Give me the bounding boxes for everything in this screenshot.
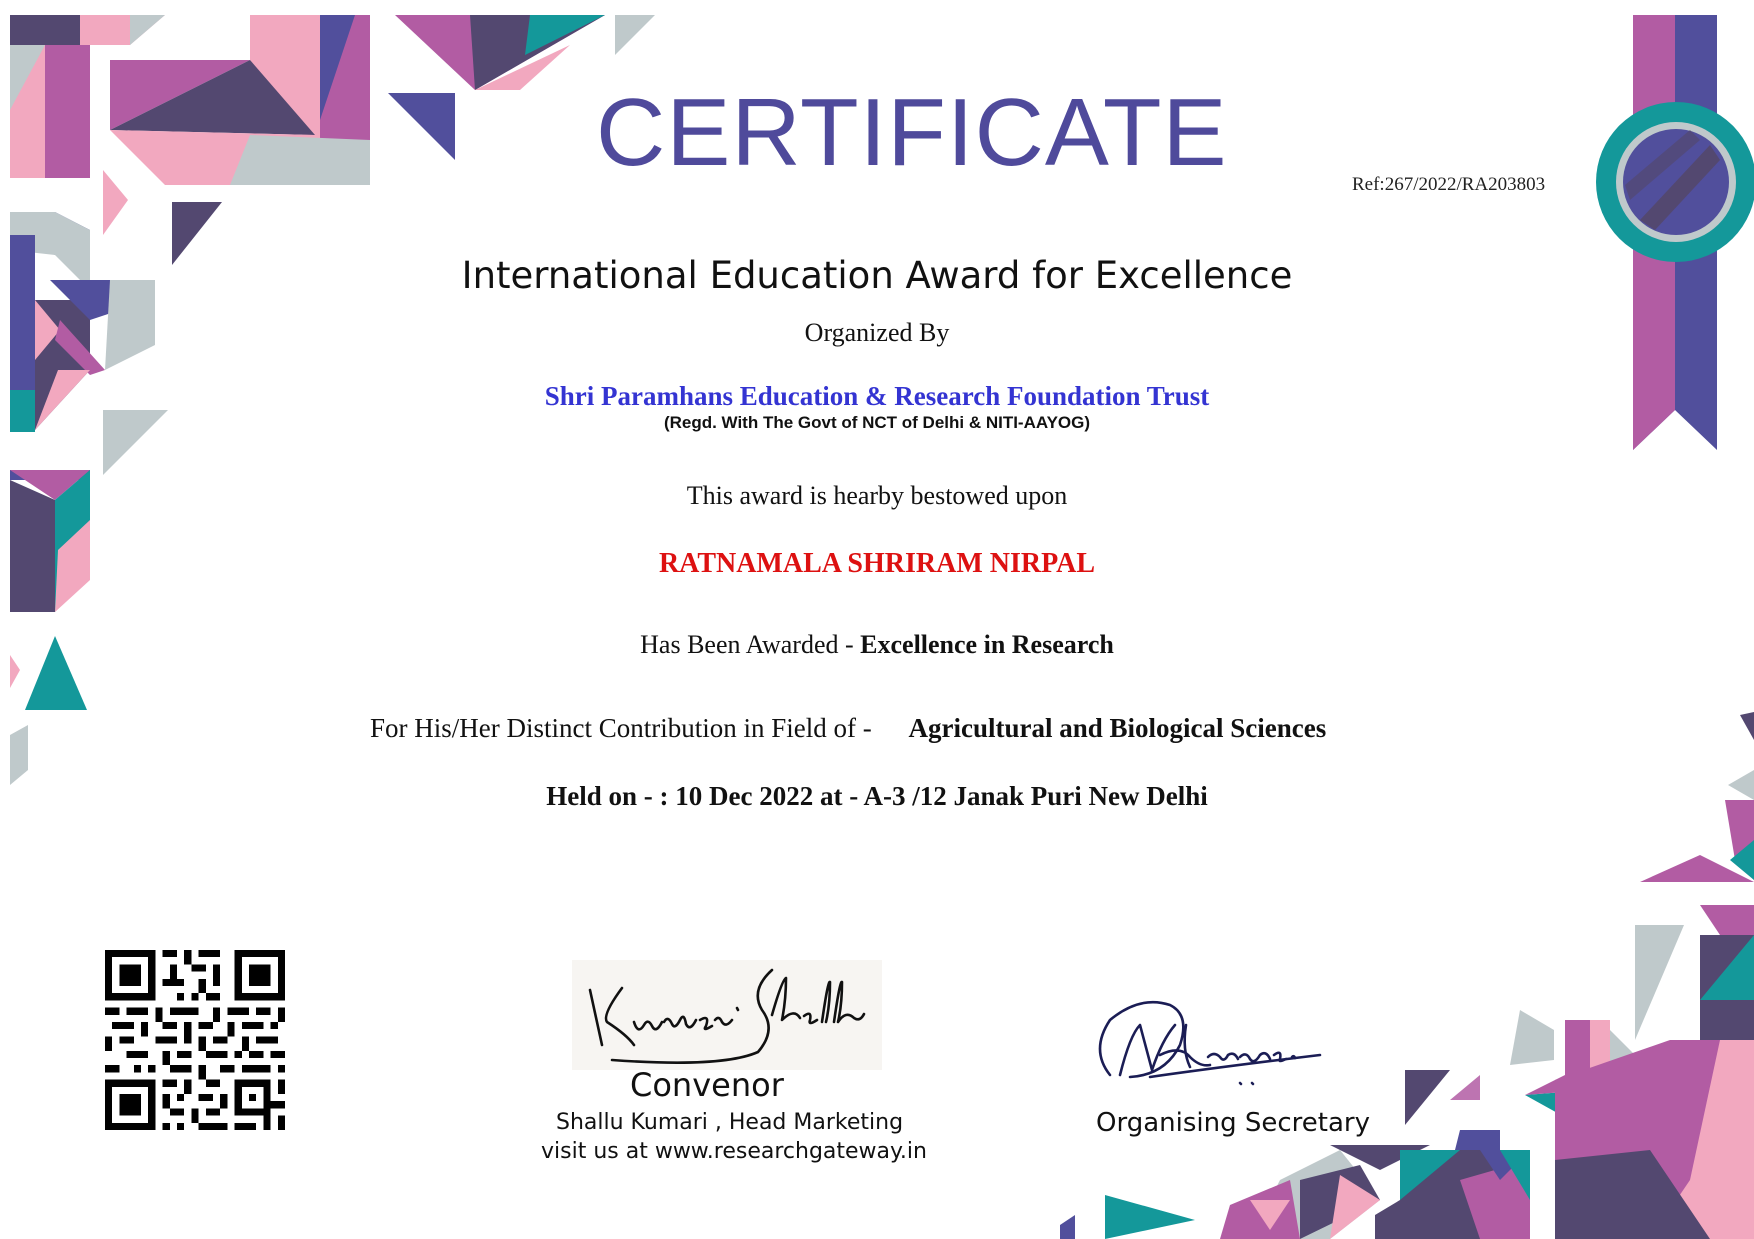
held-details: Held on - : 10 Dec 2022 at - A-3 /12 Janak Puri New Delhi [546,781,1208,811]
certificate-heading: CERTIFICATE [596,79,1228,186]
reference-number: Ref:267/2022/RA203803 [1352,174,1546,195]
convenor-signature [572,960,882,1070]
secretary-signature [1090,995,1360,1105]
organized-by-label: Organized By [804,318,950,347]
organizer-name: Shri Paramhans Education & Research Foundation Trust [544,381,1210,411]
field-line [370,713,1326,744]
award-title: International Education Award for Excellence [461,254,1293,297]
field-prefix: For His/Her Distinct Contribution in Field of - [370,713,879,743]
website-text: visit us at www.researchgateway.in [541,1139,927,1164]
convenor-role: Convenor [630,1066,784,1104]
awarded-line [0,630,1754,660]
awarded-prefix: Has Been Awarded - [640,630,861,659]
qr-code-icon [104,950,286,1130]
awarded-category: Excellence in Research [860,630,1114,659]
convenor-name: Shallu Kumari , Head Marketing [556,1110,904,1135]
recipient-name: RATNAMALA SHRIRAM NIRPAL [658,548,1096,579]
organizer-registration: (Regd. With The Govt of NCT of Delhi & NITI-AAYOG) [663,413,1091,432]
field-name: Agricultural and Biological Sciences [908,713,1327,743]
secretary-role: Organising Secretary [1096,1108,1370,1138]
bestowed-text: This award is hearby bestowed upon [686,481,1068,510]
